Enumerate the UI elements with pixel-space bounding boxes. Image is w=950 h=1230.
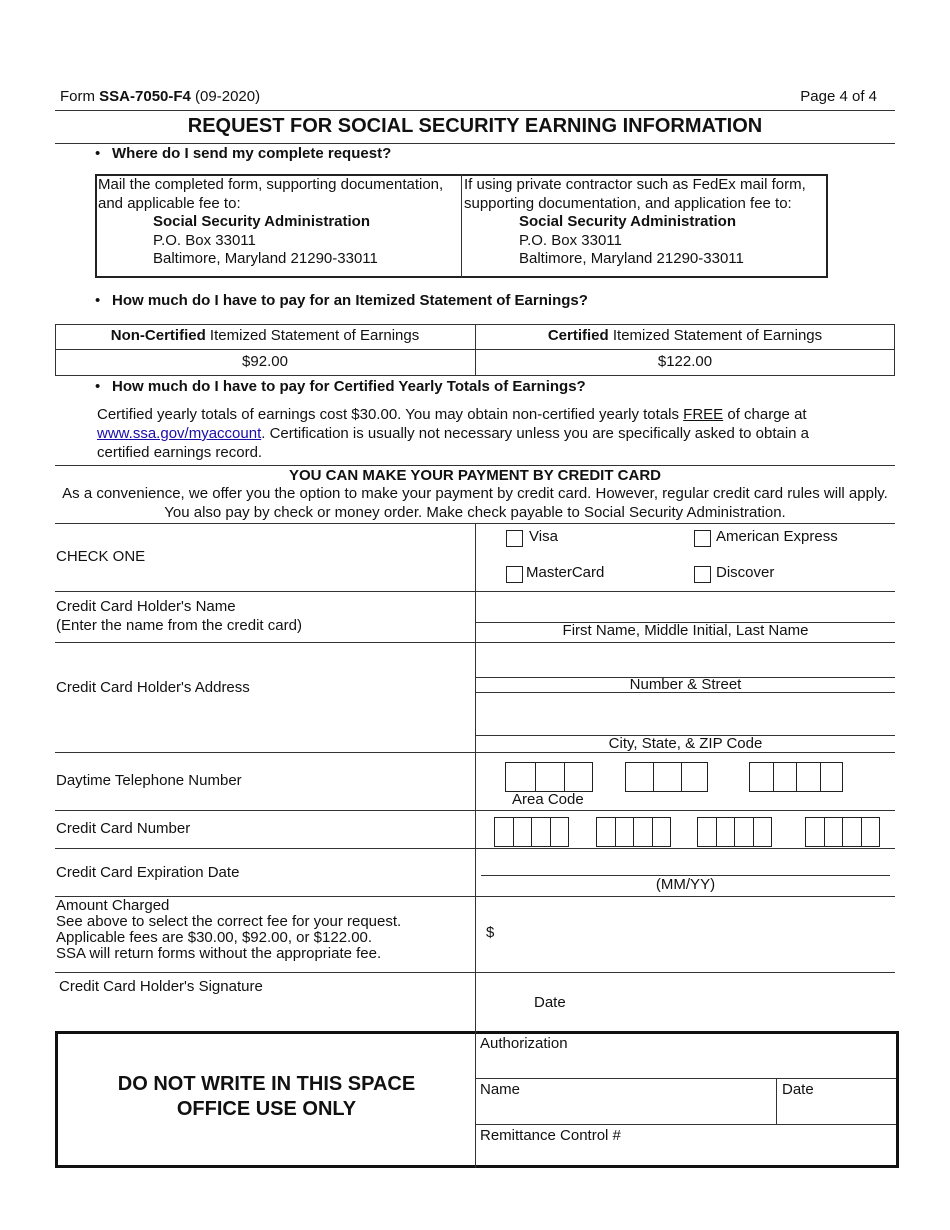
payment-heading: YOU CAN MAKE YOUR PAYMENT BY CREDIT CARD	[289, 467, 661, 484]
city-field[interactable]	[476, 694, 895, 734]
row-rule-4	[55, 752, 895, 753]
signature-label: Credit Card Holder's Signature	[59, 978, 263, 995]
check-one-label: CHECK ONE	[56, 548, 146, 565]
office-rule-2	[476, 1124, 896, 1125]
row-rule-2	[55, 591, 895, 592]
private-org: Social Security Administration	[519, 213, 736, 230]
mastercard-label: MasterCard	[526, 564, 605, 581]
form-id: Form SSA-7050-F4 (09-2020)	[60, 88, 261, 105]
name-caption: First Name, Middle Initial, Last Name	[562, 622, 809, 639]
cert-header: Certified Itemized Statement of Earnings	[547, 327, 823, 344]
row-rule-3	[55, 642, 895, 643]
row-rule-5	[55, 810, 895, 811]
amount-note-2: Applicable fees are $30.00, $92.00, or $122.00.	[56, 929, 373, 946]
private-city: Baltimore, Maryland 21290-33011	[519, 250, 744, 267]
area-code-boxes[interactable]	[505, 762, 593, 792]
amount-note-1: See above to select the correct fee for your request.	[56, 913, 402, 930]
name-sublabel: (Enter the name from the credit card)	[56, 617, 302, 634]
amex-checkbox[interactable]	[694, 530, 711, 547]
cc-group-3-boxes[interactable]	[697, 817, 772, 847]
signature-date-label: Date	[534, 994, 566, 1011]
cc-number-label: Credit Card Number	[56, 820, 191, 837]
street-caption-rule	[476, 692, 895, 693]
cc-group-2-boxes[interactable]	[596, 817, 671, 847]
send-question: • Where do I send my complete request?	[112, 145, 391, 162]
amount-label: Amount Charged	[56, 897, 170, 914]
yearly-question: • How much do I have to pay for Certified Yearly Totals of Earnings?	[112, 378, 586, 395]
mail-address-block	[98, 176, 458, 269]
itemized-question: • How much do I have to pay for an Itemized Statement of Earnings?	[112, 292, 588, 309]
exp-label: Credit Card Expiration Date	[56, 864, 240, 881]
dollar-sign: $	[486, 924, 495, 941]
office-name-date-divider	[776, 1078, 777, 1124]
authorization-label: Authorization	[480, 1035, 568, 1052]
office-rule-1	[476, 1078, 896, 1079]
private-address-block	[464, 176, 826, 269]
office-notice-line-1: DO NOT WRITE IN THIS SPACE	[117, 1073, 416, 1095]
mail-city: Baltimore, Maryland 21290-33011	[153, 250, 378, 267]
exp-field[interactable]	[481, 850, 890, 874]
mailing-box-divider	[461, 174, 462, 278]
mail-intro: Mail the completed form, supporting documentation, and applicable fee to:	[98, 176, 444, 212]
yearly-text: Certified yearly totals of earnings cost $30.00. You may obtain non-certified yearly totals FREE of charge at www.ssa.gov/myaccount. Certification is usually not necessary unless you are specifically asked to obtain a certified earnings record.	[97, 406, 810, 461]
office-divider	[475, 1031, 476, 1168]
page-number: Page 4 of 4	[800, 88, 877, 105]
visa-checkbox[interactable]	[506, 530, 523, 547]
row-rule-6	[55, 848, 895, 849]
office-notice-line-2: OFFICE USE ONLY	[176, 1098, 357, 1120]
free-text: FREE	[683, 406, 724, 423]
amount-block	[56, 898, 401, 962]
area-code-caption: Area Code	[512, 791, 584, 808]
payment-text: As a convenience, we offer you the option to make your payment by credit card. However, regular credit card rules will apply. You also pay by check or money order. Make check payable to Social Security Administration.	[62, 485, 888, 521]
discover-label: Discover	[716, 564, 775, 581]
street-caption: Number & Street	[629, 676, 742, 693]
cc-group-1-boxes[interactable]	[494, 817, 569, 847]
noncert-price: $92.00	[242, 353, 288, 370]
amex-label: American Express	[716, 528, 838, 545]
cc-group-4-boxes[interactable]	[805, 817, 880, 847]
private-pobox: P.O. Box 33011	[519, 231, 622, 249]
title-rule	[55, 143, 895, 144]
city-caption: City, State, & ZIP Code	[608, 735, 763, 752]
mail-org: Social Security Administration	[153, 213, 370, 230]
exp-caption: (MM/YY)	[655, 876, 716, 893]
noncert-header: Non-Certified Itemized Statement of Earnings	[110, 327, 420, 344]
row-rule-7	[55, 896, 895, 897]
visa-label: Visa	[529, 528, 558, 545]
cert-price: $122.00	[657, 353, 713, 370]
amount-note-3: SSA will return forms without the appropriate fee.	[56, 945, 382, 962]
name-field[interactable]	[476, 593, 895, 621]
mail-pobox: P.O. Box 33011	[153, 231, 256, 249]
myaccount-link[interactable]: www.ssa.gov/myaccount	[97, 425, 262, 442]
row-rule-8	[55, 972, 895, 973]
discover-checkbox[interactable]	[694, 566, 711, 583]
street-field[interactable]	[476, 644, 895, 676]
remittance-label: Remittance Control #	[480, 1127, 621, 1144]
phone-label: Daytime Telephone Number	[56, 772, 242, 789]
yearly-rule	[55, 465, 895, 466]
name-label: Credit Card Holder's Name	[56, 598, 236, 615]
mastercard-checkbox[interactable]	[506, 566, 523, 583]
form-number: SSA-7050-F4	[99, 88, 191, 105]
phone-prefix-boxes[interactable]	[625, 762, 708, 792]
office-date-label: Date	[782, 1081, 814, 1098]
office-name-label: Name	[480, 1081, 521, 1098]
private-intro: If using private contractor such as FedEx mail form, supporting documentation, and application fee to:	[464, 176, 806, 212]
signature-field[interactable]	[476, 974, 895, 994]
amount-field[interactable]	[500, 915, 890, 951]
page-title: REQUEST FOR SOCIAL SECURITY EARNING INFORMATION	[187, 115, 763, 137]
phone-line-boxes[interactable]	[749, 762, 843, 792]
address-label: Credit Card Holder's Address	[56, 679, 250, 696]
header-rule	[55, 110, 895, 111]
office-notice	[58, 1072, 475, 1122]
